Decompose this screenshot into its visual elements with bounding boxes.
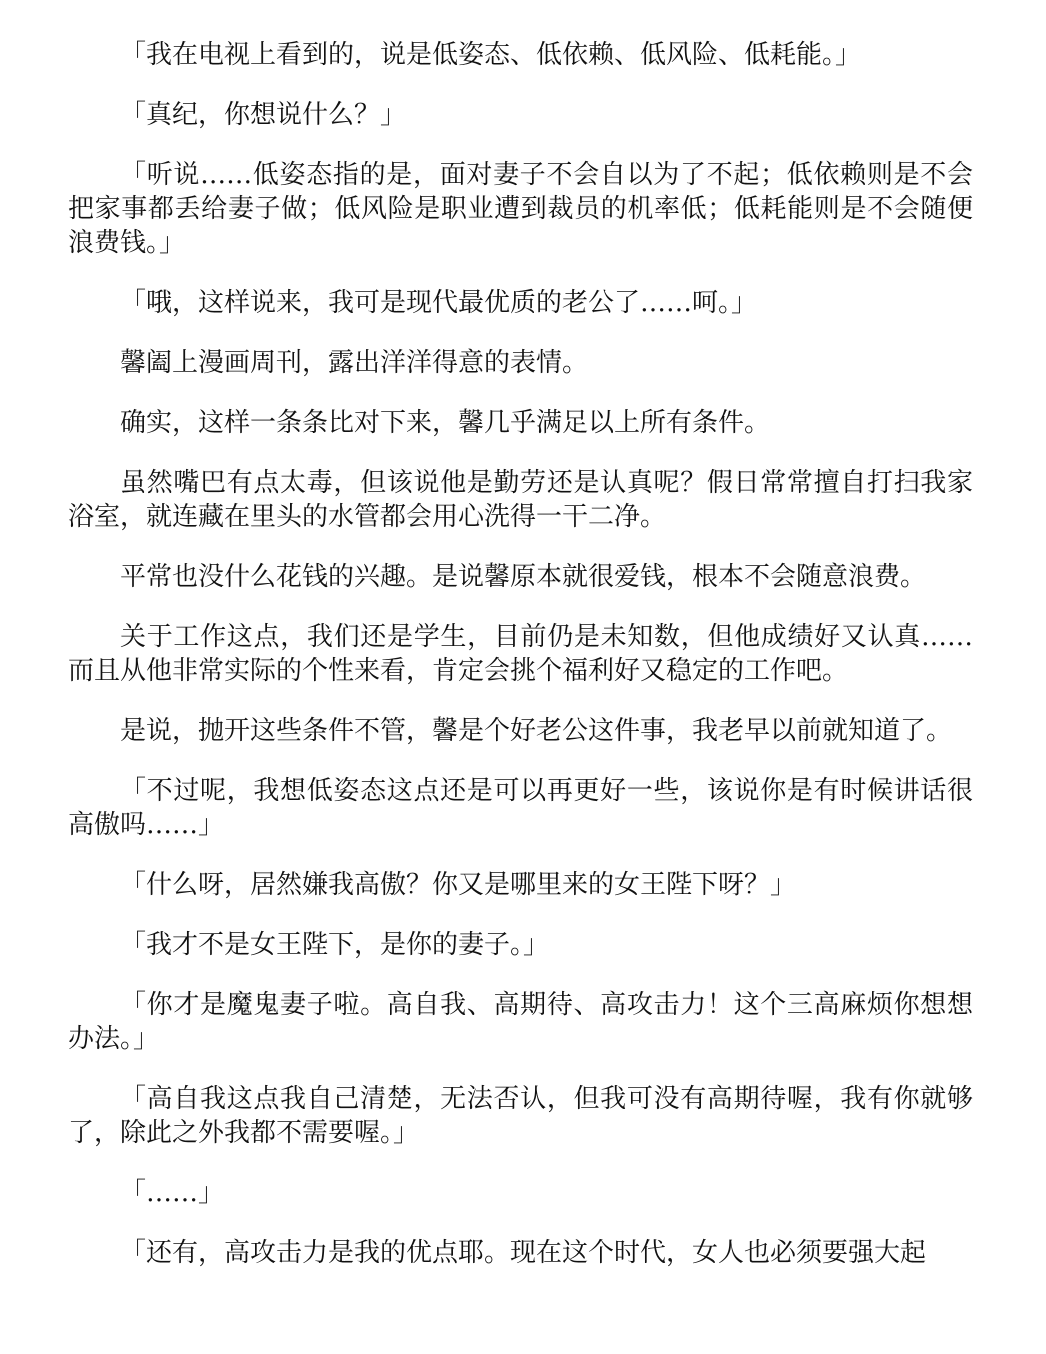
paragraph: 是说，抛开这些条件不管，馨是个好老公这件事，我老早以前就知道了。	[120, 716, 953, 746]
paragraph: 「听说……低姿态指的是，面对妻子不会自以为了不起；低依赖则是不会把家事都丢给妻子做；低风险是职业遭到裁员的机率低；低耗能则是不会随便浪费钱。」	[68, 160, 973, 258]
paragraph: 「不过呢，我想低姿态这点还是可以再更好一些，该说你是有时候讲话很高傲吗……」	[68, 776, 973, 840]
paragraph: 确实，这样一条条比对下来，馨几乎满足以上所有条件。	[120, 408, 771, 438]
paragraph: 馨阖上漫画周刊，露出洋洋得意的表情。	[120, 348, 589, 378]
paragraph: 「高自我这点我自己清楚，无法否认，但我可没有高期待喔，我有你就够了，除此之外我都不需要喔。」	[68, 1084, 973, 1148]
paragraph: 「还有，高攻击力是我的优点耶。现在这个时代，女人也必须要强大起	[120, 1238, 927, 1268]
paragraph: 「什么呀，居然嫌我高傲？你又是哪里来的女王陛下呀？」	[120, 870, 797, 900]
paragraph: 「你才是魔鬼妻子啦。高自我、高期待、高攻击力！这个三高麻烦你想想办法。」	[68, 990, 973, 1054]
paragraph: 关于工作这点，我们还是学生，目前仍是未知数，但他成绩好又认真……而且从他非常实际的个性来看，肯定会挑个福利好又稳定的工作吧。	[68, 622, 973, 686]
paragraph: 「……」	[120, 1178, 225, 1208]
paragraph: 平常也没什么花钱的兴趣。是说馨原本就很爱钱，根本不会随意浪费。	[120, 562, 927, 592]
paragraph: 「我在电视上看到的，说是低姿态、低依赖、低风险、低耗能。」	[120, 40, 862, 70]
paragraph: 虽然嘴巴有点太毒，但该说他是勤劳还是认真呢？假日常常擅自打扫我家浴室，就连藏在里头的水管都会用心洗得一干二净。	[68, 468, 973, 532]
document-page	[68, 38, 973, 1296]
paragraph: 「真纪，你想说什么？」	[120, 100, 407, 130]
paragraph: 「我才不是女王陛下，是你的妻子。」	[120, 930, 550, 960]
paragraph: 「哦，这样说来，我可是现代最优质的老公了……呵。」	[120, 288, 758, 318]
